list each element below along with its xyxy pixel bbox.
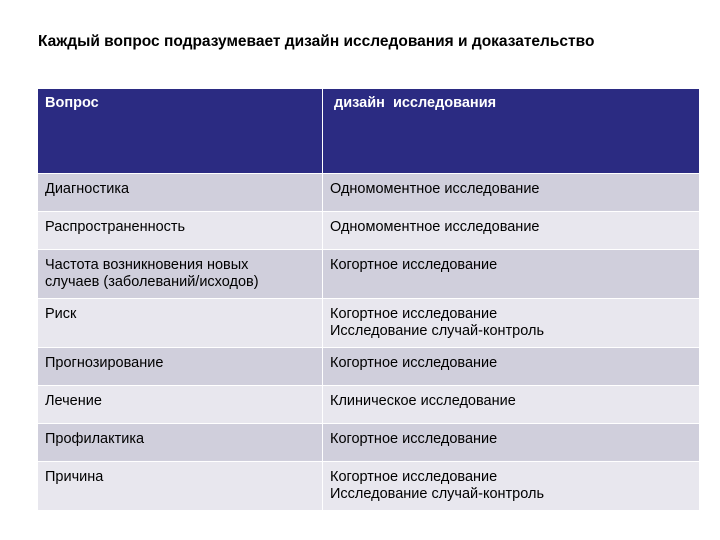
question-cell	[38, 424, 323, 462]
design-text: Одномоментное исследование	[330, 181, 540, 197]
header-design: дизайн исследования	[323, 89, 700, 174]
slide-title: Каждый вопрос подразумевает дизайн исследования и доказательство	[38, 33, 595, 50]
table-row	[38, 424, 700, 462]
table-row	[38, 174, 700, 212]
design-text: Одномоментное исследование	[330, 219, 540, 235]
question-text: Лечение	[45, 393, 102, 409]
question-text: Диагностика	[45, 181, 130, 197]
question-cell	[38, 299, 323, 348]
design-cell	[323, 386, 700, 424]
design-cell	[323, 174, 700, 212]
question-cell	[38, 386, 323, 424]
design-text: Когортное исследование	[330, 306, 498, 322]
table-row	[38, 386, 700, 424]
design-text: Когортное исследование	[330, 431, 498, 447]
design-text: Исследование случай-контроль	[330, 323, 545, 339]
question-cell	[38, 348, 323, 386]
design-cell	[323, 424, 700, 462]
question-text: случаев (заболеваний/исходов)	[45, 274, 259, 290]
question-text: Причина	[45, 469, 104, 485]
design-text: Исследование случай-контроль	[330, 486, 545, 502]
study-design-table	[37, 88, 700, 511]
question-text: Риск	[45, 306, 77, 322]
design-text: Когортное исследование	[330, 257, 498, 273]
table-header-row	[38, 89, 700, 174]
design-text: Когортное исследование	[330, 469, 498, 485]
question-cell	[38, 212, 323, 250]
question-cell	[38, 250, 323, 299]
question-text: Профилактика	[45, 431, 145, 447]
table-row	[38, 299, 700, 348]
design-cell	[323, 348, 700, 386]
design-text: Клиническое исследование	[330, 393, 516, 409]
question-cell	[38, 462, 323, 511]
design-cell	[323, 250, 700, 299]
design-cell	[323, 299, 700, 348]
design-cell	[323, 462, 700, 511]
question-text: Частота возникновения новых	[45, 257, 249, 273]
question-cell	[38, 174, 323, 212]
design-cell	[323, 212, 700, 250]
header-question: Вопрос	[38, 89, 323, 174]
question-text: Распространенность	[45, 219, 186, 235]
table-row	[38, 250, 700, 299]
table-row	[38, 348, 700, 386]
design-text: Когортное исследование	[330, 355, 498, 371]
table-row	[38, 462, 700, 511]
question-text: Прогнозирование	[45, 355, 164, 371]
table-row	[38, 212, 700, 250]
